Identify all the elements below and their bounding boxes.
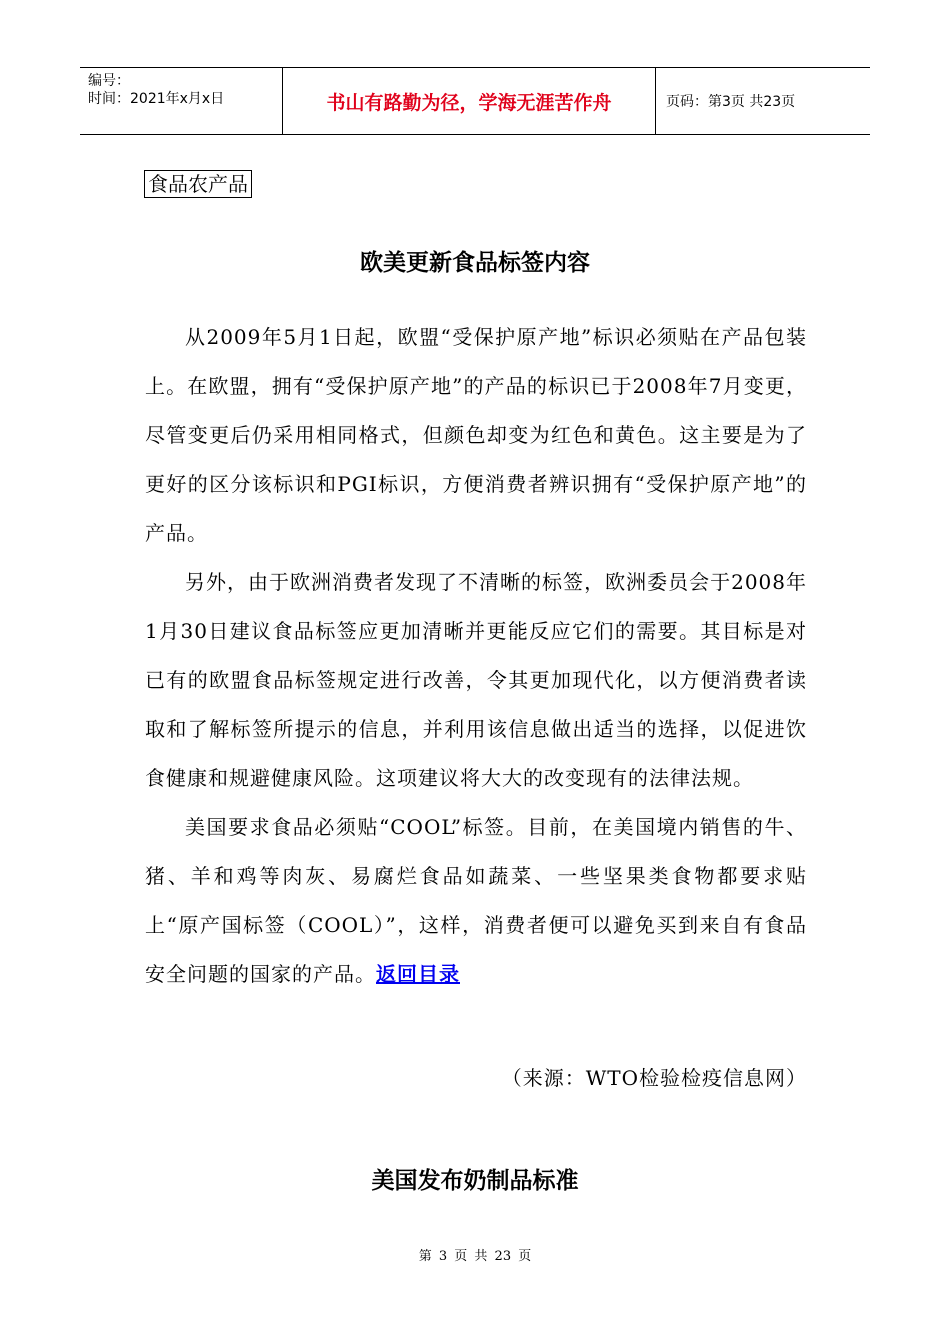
article-body — [145, 313, 807, 999]
paragraph: 另外，由于欧洲消费者发现了不清晰的标签，欧洲委员会于2008年1月30日建议食品标签应更加清晰并更能反应它们的需要。其目标是对已有的欧盟食品标签规定进行改善，令其更加现代化，以方便消费者读取和了解标签所提示的信息，并利用该信息做出适当的选择，以促进饮食健康和规避健康风险。这项建议将大大的改变现有的法律法规。 — [145, 570, 807, 790]
date-label: 时间：2021年x月x日 — [88, 91, 225, 107]
back-to-contents-link[interactable]: 返回目录 — [376, 962, 460, 986]
header-meta — [80, 68, 282, 134]
next-article-title: 美国发布奶制品标准 — [371, 1168, 579, 1194]
paragraph: 从2009年5月1日起，欧盟“受保护原产地”标识必须贴在产品包装上。在欧盟，拥有“受保护原产地”的产品的标识已于2008年7月变更，尽管变更后仍采用相同格式，但颜色却变为红色和黄色。这主要是为了更好的区分该标识和PGI标识，方便消费者辨识拥有“受保护原产地”的产品。 — [145, 325, 807, 545]
serial-label: 编号： — [88, 73, 130, 89]
header-page-info: 页码：第3页 共23页 — [666, 94, 796, 110]
article-title: 欧美更新食品标签内容 — [360, 250, 590, 276]
header-table — [80, 67, 870, 135]
category-label: 食品农产品 — [144, 170, 252, 198]
page-footer: 第 3 页 共 23 页 — [418, 1249, 532, 1264]
source-note: （来源：WTO检验检疫信息网） — [501, 1066, 807, 1090]
header-motto: 书山有路勤为径，学海无涯苦作舟 — [282, 68, 656, 134]
paragraph — [145, 803, 807, 999]
paragraph-text: 美国要求食品必须贴“COOL”标签。目前，在美国境内销售的牛、猪、羊和鸡等肉灰、易腐烂食品如蔬菜、一些坚果类食物都要求贴上“原产国标签（COOL）”，这样，消费者便可以避免买到来自有食品安全问题的国家的产品。 — [145, 815, 807, 986]
